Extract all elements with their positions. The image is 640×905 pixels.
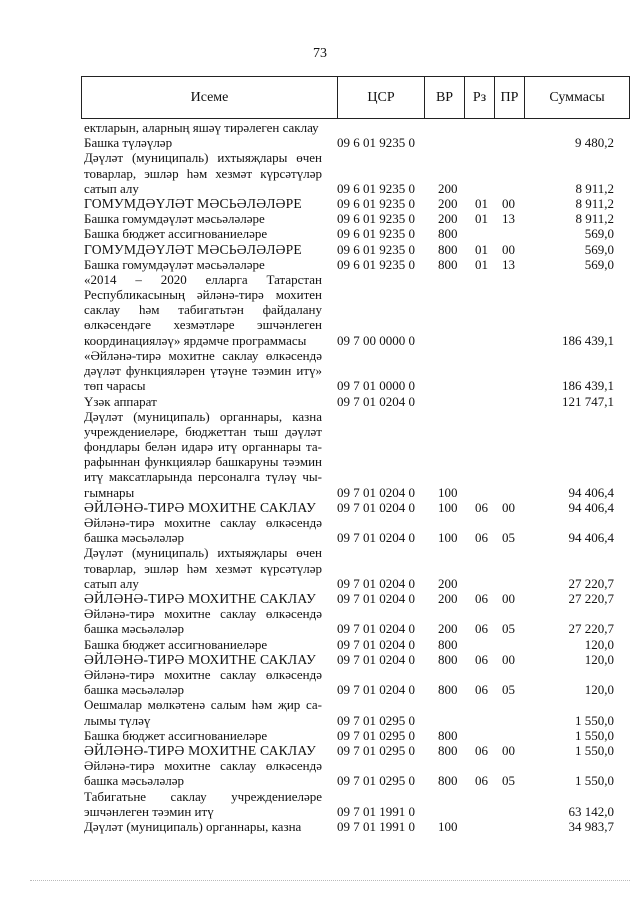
row-name-line: Башка бюджет ассигнованиеләре <box>84 636 268 652</box>
table-row <box>0 545 640 591</box>
row-rz: 06 <box>475 682 488 698</box>
header-csr: ЦСР <box>337 77 424 118</box>
row-sum: 121 747,1 <box>562 393 614 409</box>
row-name <box>84 697 322 727</box>
row-name-line: лымы түләү <box>84 712 151 728</box>
row-name-line: товарлар, эшләр һәм хезмәт күрсәтүләр <box>84 165 322 181</box>
row-name <box>84 667 322 697</box>
row-csr: 09 6 01 9235 0 <box>337 211 415 227</box>
row-vr: 800 <box>438 742 458 758</box>
table-row <box>0 789 640 819</box>
row-name-line: ектларын, аларның яшәү тирәлеген саклау <box>84 120 319 135</box>
row-name-line: Башка түләүләр <box>84 135 173 151</box>
row-vr: 800 <box>438 727 458 743</box>
row-rz: 06 <box>475 742 488 758</box>
row-name <box>84 758 322 788</box>
row-csr: 09 7 01 0204 0 <box>337 636 415 652</box>
row-name <box>84 272 322 348</box>
row-name-line: Үзәк аппарат <box>84 393 157 409</box>
table-row <box>0 606 640 636</box>
row-rz: 06 <box>475 530 488 546</box>
row-name-line: координацияләү» ярдәмче программасы <box>84 332 307 348</box>
row-name-line: Табигатьне саклау учреждениеләре <box>84 788 322 804</box>
row-name <box>84 150 322 196</box>
row-name-line: Дәүләт (муниципаль) органнары, казна <box>84 408 322 424</box>
row-sum: 569,0 <box>584 241 614 257</box>
table-row <box>0 211 640 226</box>
row-sum: 8 911,2 <box>575 195 614 211</box>
row-sum: 63 142,0 <box>568 803 614 819</box>
table-row <box>0 728 640 743</box>
row-csr: 09 7 01 0204 0 <box>337 651 415 667</box>
row-vr: 800 <box>438 226 458 242</box>
row-pr: 00 <box>502 651 515 667</box>
row-name-line: Республикасының әйләнә-тирә мохитен <box>84 287 322 303</box>
row-name-line: башка мәсьәләләр <box>84 682 185 698</box>
row-name <box>84 120 322 135</box>
row-csr: 09 6 01 9235 0 <box>337 241 415 257</box>
row-csr: 09 7 01 0295 0 <box>337 712 415 728</box>
table-row <box>0 394 640 409</box>
row-sum: 27 220,7 <box>568 621 614 637</box>
row-sum: 27 220,7 <box>568 575 614 591</box>
row-name-line: башка мәсьәләләр <box>84 773 185 789</box>
row-sum: 569,0 <box>584 226 614 242</box>
row-vr: 800 <box>438 256 458 272</box>
row-sum: 120,0 <box>584 651 614 667</box>
row-name-line: дәүләт функцияләрен үтәүне тәэмин итү» <box>84 363 322 379</box>
row-name <box>84 226 322 241</box>
table-header <box>81 76 630 119</box>
row-name <box>84 409 322 500</box>
row-csr: 09 7 01 1991 0 <box>337 818 415 834</box>
row-name-line: Әйләнә-тирә мохитне саклау өлкәсендә <box>84 758 322 774</box>
row-name <box>84 515 322 545</box>
row-rz: 06 <box>475 591 488 607</box>
row-sum: 120,0 <box>584 636 614 652</box>
row-csr: 09 7 01 0000 0 <box>337 378 415 394</box>
row-rz: 01 <box>475 211 488 227</box>
row-sum: 94 406,4 <box>568 499 614 515</box>
row-pr: 05 <box>502 773 515 789</box>
row-vr: 800 <box>438 636 458 652</box>
row-name-line: «2014 – 2020 елларга Татарстан <box>84 271 322 287</box>
row-name <box>84 819 322 834</box>
table-row <box>0 591 640 606</box>
row-name-line: Дәүләт (муниципаль) органнары, казна <box>84 818 302 834</box>
row-name-line: башка мәсьәләләр <box>84 530 185 546</box>
row-rz: 06 <box>475 499 488 515</box>
row-name-line: Әйләнә-тирә мохитне саклау өлкәсендә <box>84 606 322 622</box>
row-name <box>84 606 322 636</box>
row-sum: 1 550,0 <box>575 712 614 728</box>
row-vr: 200 <box>438 195 458 211</box>
row-name-line: сатып алу <box>84 180 139 196</box>
row-name-line: учреждениеләре, бюджеттан тыш дәүләт <box>84 423 322 439</box>
row-name-line: ГОМУМДӘҮЛӘТ МӘСЬӘЛӘЛӘРЕ <box>84 195 302 211</box>
row-csr: 09 7 00 0000 0 <box>337 332 415 348</box>
row-name-line: Дәүләт (муниципаль) ихтыяҗлары өчен <box>84 150 322 166</box>
row-name-line: итү максатларында персоналга түләү чы- <box>84 469 322 485</box>
row-name <box>84 637 322 652</box>
row-sum: 186 439,1 <box>562 378 614 394</box>
table-row <box>0 637 640 652</box>
header-pr: ПР <box>494 77 524 118</box>
row-name-line: төп чарасы <box>84 378 146 394</box>
row-csr: 09 7 01 1991 0 <box>337 803 415 819</box>
row-csr: 09 7 01 0204 0 <box>337 621 415 637</box>
row-name <box>84 591 322 606</box>
row-name <box>84 743 322 758</box>
header-rz: Рз <box>464 77 494 118</box>
table-row <box>0 697 640 727</box>
row-name-line: Әйләнә-тирә мохитне саклау өлкәсендә <box>84 667 322 682</box>
table-row <box>0 257 640 272</box>
row-csr: 09 6 01 9235 0 <box>337 226 415 242</box>
row-sum: 27 220,7 <box>568 591 614 607</box>
row-sum: 94 406,4 <box>568 484 614 500</box>
row-sum: 186 439,1 <box>562 332 614 348</box>
row-name <box>84 135 322 150</box>
row-vr: 100 <box>438 818 458 834</box>
row-pr: 05 <box>502 530 515 546</box>
row-name <box>84 728 322 743</box>
row-csr: 09 7 01 0204 0 <box>337 393 415 409</box>
scan-edge <box>30 880 630 883</box>
row-rz: 01 <box>475 256 488 272</box>
row-sum: 94 406,4 <box>568 530 614 546</box>
row-name-line: эшчәнлеген тәэмин итү <box>84 803 214 819</box>
page-number: 73 <box>313 46 327 61</box>
row-pr: 13 <box>502 256 515 272</box>
row-name-line: товарлар, эшләр һәм хезмәт күрсәтүләр <box>84 560 322 576</box>
row-vr: 800 <box>438 651 458 667</box>
row-name <box>84 394 322 409</box>
row-pr: 00 <box>502 742 515 758</box>
row-name <box>84 500 322 515</box>
row-pr: 00 <box>502 241 515 257</box>
table-row <box>0 272 640 348</box>
row-sum: 34 983,7 <box>568 818 614 834</box>
row-vr: 800 <box>438 682 458 698</box>
row-name-line: саклау һәм табигатьтән файдалану <box>84 302 322 318</box>
row-name-line: Башка гомумдәүләт мәсьәләләре <box>84 211 265 227</box>
table-row <box>0 242 640 257</box>
table-row <box>0 150 640 196</box>
row-csr: 09 7 01 0204 0 <box>337 499 415 515</box>
row-rz: 06 <box>475 773 488 789</box>
row-name-line: өлкәсендәге хезмәтләре эшчәнлеген <box>84 317 322 333</box>
row-vr: 200 <box>438 621 458 637</box>
row-csr: 09 6 01 9235 0 <box>337 195 415 211</box>
row-name-line: фондлары белән идарә итү органнары та- <box>84 439 322 455</box>
table-row <box>0 667 640 697</box>
row-name-line: Башка бюджет ассигнованиеләре <box>84 727 268 743</box>
row-csr: 09 7 01 0295 0 <box>337 727 415 743</box>
row-sum: 120,0 <box>584 682 614 698</box>
row-csr: 09 6 01 9235 0 <box>337 180 415 196</box>
row-name <box>84 242 322 257</box>
row-sum: 1 550,0 <box>575 773 614 789</box>
table-row <box>0 120 640 135</box>
row-name-line: рафыннан функцияләр башкаруны тәэмин <box>84 454 322 470</box>
row-sum: 1 550,0 <box>575 727 614 743</box>
row-pr: 00 <box>502 499 515 515</box>
row-name-line: ӘЙЛӘНӘ-ТИРӘ МОХИТНЕ САКЛАУ <box>84 591 316 607</box>
row-sum: 8 911,2 <box>575 180 614 196</box>
row-rz: 06 <box>475 651 488 667</box>
row-name <box>84 348 322 394</box>
row-sum: 569,0 <box>584 256 614 272</box>
row-name-line: ӘЙЛӘНӘ-ТИРӘ МОХИТНЕ САКЛАУ <box>84 499 316 515</box>
table-row <box>0 500 640 515</box>
row-name-line: «Әйләнә-тирә мохитне саклау өлкәсендә <box>84 347 322 363</box>
row-csr: 09 7 01 0204 0 <box>337 682 415 698</box>
table-row <box>0 409 640 500</box>
row-rz: 01 <box>475 195 488 211</box>
row-name-line: башка мәсьәләләр <box>84 621 185 637</box>
row-vr: 100 <box>438 530 458 546</box>
row-name-line: Дәүләт (муниципаль) ихтыяҗлары өчен <box>84 545 322 561</box>
table-row <box>0 348 640 394</box>
row-name-line: Башка бюджет ассигнованиеләре <box>84 226 268 242</box>
row-name-line: сатып алу <box>84 575 139 591</box>
table-row <box>0 226 640 241</box>
row-name <box>84 196 322 211</box>
row-name-line: ӘЙЛӘНӘ-ТИРӘ МОХИТНЕ САКЛАУ <box>84 742 316 758</box>
row-vr: 200 <box>438 575 458 591</box>
row-vr: 200 <box>438 180 458 196</box>
row-name-line: ГОМУМДӘҮЛӘТ МӘСЬӘЛӘЛӘРЕ <box>84 241 302 257</box>
row-name <box>84 652 322 667</box>
row-csr: 09 7 01 0204 0 <box>337 591 415 607</box>
row-name-line: Әйләнә-тирә мохитне саклау өлкәсендә <box>84 515 322 531</box>
row-name-line: гымнары <box>84 484 135 500</box>
row-vr: 800 <box>438 773 458 789</box>
row-name-line: Оешмалар мөлкәтенә салым һәм җир са- <box>84 697 322 713</box>
row-csr: 09 7 01 0204 0 <box>337 530 415 546</box>
header-name: Исеме <box>190 90 229 105</box>
row-pr: 05 <box>502 621 515 637</box>
table-row <box>0 515 640 545</box>
row-sum: 9 480,2 <box>575 135 614 151</box>
row-sum: 1 550,0 <box>575 742 614 758</box>
row-csr: 09 7 01 0295 0 <box>337 773 415 789</box>
table-body <box>0 120 640 834</box>
row-pr: 13 <box>502 211 515 227</box>
table-row <box>0 135 640 150</box>
row-rz: 01 <box>475 241 488 257</box>
row-name-line: Башка гомумдәүләт мәсьәләләре <box>84 256 265 272</box>
table-row <box>0 196 640 211</box>
row-pr: 00 <box>502 195 515 211</box>
row-name <box>84 211 322 226</box>
table-row <box>0 743 640 758</box>
row-pr: 00 <box>502 591 515 607</box>
row-csr: 09 6 01 9235 0 <box>337 256 415 272</box>
row-name-line: ӘЙЛӘНӘ-ТИРӘ МОХИТНЕ САКЛАУ <box>84 651 316 667</box>
row-vr: 200 <box>438 211 458 227</box>
row-pr: 05 <box>502 682 515 698</box>
row-vr: 100 <box>438 499 458 515</box>
table-row <box>0 652 640 667</box>
row-vr: 100 <box>438 484 458 500</box>
row-vr: 800 <box>438 241 458 257</box>
table-row <box>0 819 640 834</box>
row-name <box>84 789 322 819</box>
row-name <box>84 257 322 272</box>
row-sum: 8 911,2 <box>575 211 614 227</box>
row-csr: 09 6 01 9235 0 <box>337 135 415 151</box>
row-csr: 09 7 01 0204 0 <box>337 575 415 591</box>
row-vr: 200 <box>438 591 458 607</box>
row-csr: 09 7 01 0204 0 <box>337 484 415 500</box>
table-row <box>0 758 640 788</box>
header-sum: Суммасы <box>524 77 629 118</box>
row-rz: 06 <box>475 621 488 637</box>
row-csr: 09 7 01 0295 0 <box>337 742 415 758</box>
row-name <box>84 545 322 591</box>
header-vr: ВР <box>424 77 464 118</box>
